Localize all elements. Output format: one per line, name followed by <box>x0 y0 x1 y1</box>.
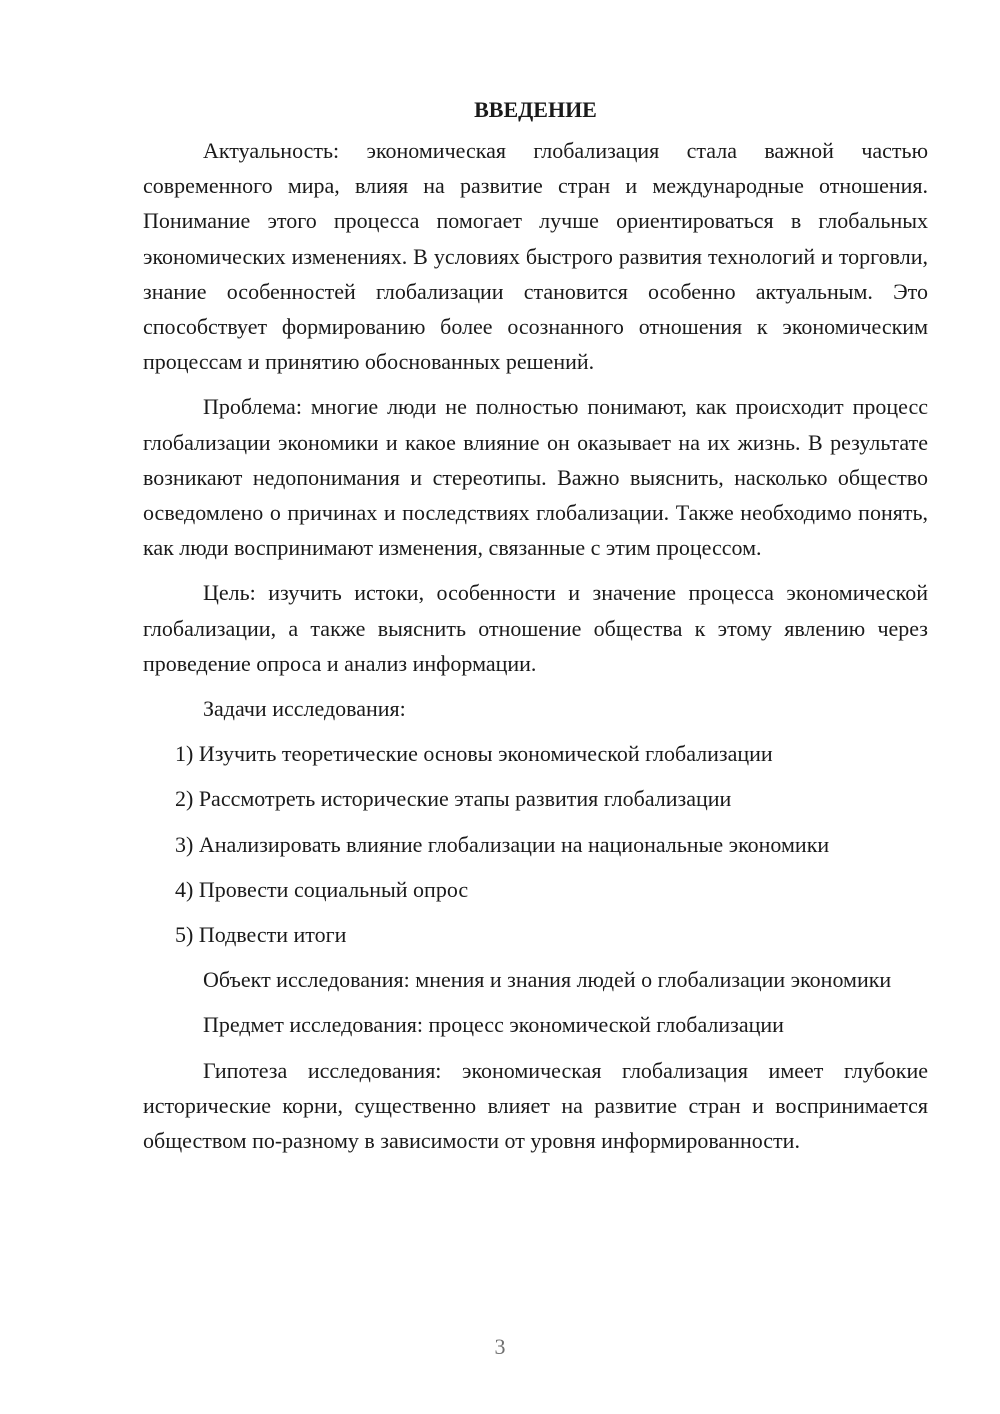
page-number: 3 <box>494 1334 506 1359</box>
object-paragraph: Объект исследования: мнения и знания людей о глобализации экономики <box>203 967 892 993</box>
task-item-3: 3) Анализировать влияние глобализации на национальные экономики <box>175 831 830 857</box>
goal-paragraph: Цель: изучить истоки, особенности и значение процесса экономической глобализации, а также выяснить отношение общества к этому явлению через проведение опроса и анализ информации. <box>143 580 928 676</box>
task-item-2: 2) Рассмотреть исторические этапы развития глобализации <box>175 786 732 812</box>
problem-paragraph: Проблема: многие люди не полностью понимают, как происходит процесс глобализации экономики и какое влияние он оказывает на их жизнь. В результате возникают недопонимания и стереотипы. Важно выяснить, насколько общество осведомлено о причинах и последствиях глобализации. Также необходимо понять, как люди воспринимают изменения, связанные с этим процессом. <box>143 394 928 561</box>
relevance-paragraph: Актуальность: экономическая глобализация стала важной частью современного мира, влияя на развитие стран и международные отношения. Понимание этого процесса помогает лучше ориентироваться в глобальных экономических изменениях. В условиях быстрого развития технологий и торговли, знание особенностей глобализации становится особенно актуальным. Это способствует формированию более осознанного отношения к экономическим процессам и принятию обоснованных решений. <box>143 138 928 375</box>
subject-paragraph: Предмет исследования: процесс экономической глобализации <box>203 1012 784 1038</box>
page-body <box>143 92 928 1168</box>
tasks-heading: Задачи исследования: <box>203 696 406 722</box>
task-item-1: 1) Изучить теоретические основы экономической глобализации <box>175 741 773 767</box>
task-item-4: 4) Провести социальный опрос <box>175 876 469 902</box>
section-title: ВВЕДЕНИЕ <box>474 97 597 122</box>
hypothesis-paragraph: Гипотеза исследования: экономическая глобализация имеет глубокие исторические корни, существенно влияет на развитие стран и воспринимается обществом по-разному в зависимости от уровня информированности. <box>143 1057 928 1154</box>
tasks-list <box>143 736 928 952</box>
task-item-5: 5) Подвести итоги <box>175 922 347 948</box>
